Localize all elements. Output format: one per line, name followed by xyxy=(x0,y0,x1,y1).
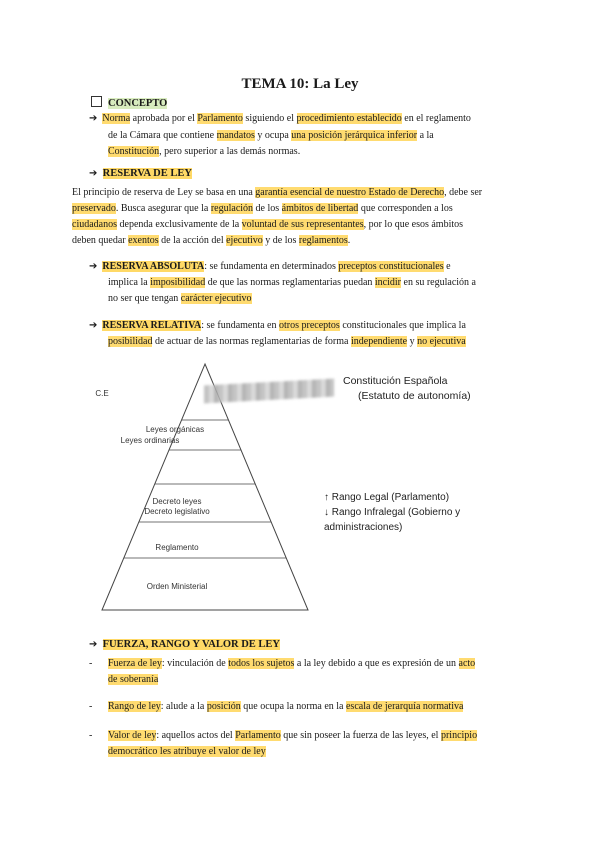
reserva-line-1: El principio de reserva de Ley se basa en una garantía esencial de nuestro Estado de Derecho, debe ser xyxy=(72,187,483,198)
pyramid-level-ce: C.E xyxy=(95,389,109,398)
pyramid-level-reglamento: Reglamento xyxy=(155,543,199,552)
side-label-estatuto: (Estatuto de autonomía) xyxy=(358,390,471,402)
fuerza-bullet-1 xyxy=(89,655,92,672)
checkbox-icon[interactable] xyxy=(91,96,102,107)
concepto-line-2: de la Cámara que contiene mandatos y ocupa una posición jerárquica inferior a la xyxy=(108,130,434,141)
absoluta-line-2: implica la imposibilidad de que las normas reglamentarias puedan incidir en su regulación a xyxy=(108,277,476,288)
arrow-right-icon: ➔ xyxy=(89,320,98,331)
side-label-ce: Constitución Española xyxy=(343,375,448,387)
pyramid-level-ordinarias: Leyes ordinarias xyxy=(120,436,180,445)
fuerza-bullet-2 xyxy=(89,698,92,715)
concepto-line-1: ➔ Norma aprobada por el Parlamento siguiendo el procedimiento establecido en el reglamento xyxy=(89,113,471,124)
bullet-dash: - xyxy=(89,730,93,741)
relativa-line-2: posibilidad de actuar de las normas reglamentarias de forma independiente y no ejecutiva xyxy=(108,336,466,347)
reserva-heading: ➔ RESERVA DE LEY xyxy=(89,168,192,179)
concepto-line-3: Constitución, pero superior a las demás normas. xyxy=(108,146,301,157)
absoluta-line-3: no ser que tengan carácter ejecutivo xyxy=(108,293,252,304)
administraciones-label: administraciones) xyxy=(324,522,403,533)
concepto-heading-text: CONCEPTO xyxy=(108,98,168,109)
fuerza-heading: ➔ FUERZA, RANGO Y VALOR DE LEY xyxy=(89,639,280,650)
bullet-dash: - xyxy=(89,658,93,669)
rango-infralegal-label: ↓ Rango Infralegal (Gobierno y xyxy=(324,507,461,518)
reserva-line-4: deben quedar exentos de la acción del ejecutivo y de los reglamentos. xyxy=(72,235,351,246)
rango-legal-label: ↑ Rango Legal (Parlamento) xyxy=(324,492,450,503)
valor-line-2: democrático les atribuye el valor de ley xyxy=(108,746,266,757)
pyramid-level-decreto-legislativo: Decreto legislativo xyxy=(144,507,210,516)
reserva-line-2: preservado. Busca asegurar que la regulación de los ámbitos de libertad que corresponden a los xyxy=(72,203,453,214)
arrow-right-icon: ➔ xyxy=(89,639,98,650)
pyramid-level-decreto-leyes: Decreto leyes xyxy=(152,497,202,506)
absoluta-line-1: ➔ RESERVA ABSOLUTA: se fundamenta en determinados preceptos constitucionales e xyxy=(89,261,451,272)
arrow-right-icon: ➔ xyxy=(89,261,98,272)
rango-line-1: Rango de ley: alude a la posición que ocupa la norma en la escala de jerarquía normativa xyxy=(108,701,464,712)
arrow-right-icon: ➔ xyxy=(89,168,98,179)
reserva-line-3: ciudadanos dependa exclusivamente de la voluntad de sus representantes, por lo que esos ámbitos xyxy=(72,219,464,230)
pyramid-level-orden: Orden Ministerial xyxy=(146,582,208,591)
valor-line-1: Valor de ley: aquellos actos del Parlamento que sin poseer la fuerza de las leyes, el principio xyxy=(108,730,478,741)
pyramid-level-organicas: Leyes orgánicas xyxy=(145,425,205,434)
page-title: TEMA 10: La Ley xyxy=(241,76,359,92)
arrow-right-icon: ➔ xyxy=(89,113,98,124)
bullet-dash: - xyxy=(89,701,93,712)
concepto-heading xyxy=(91,96,167,109)
fuerza-line-1: Fuerza de ley: vinculación de todos los sujetos a la ley debido a que es expresión de un acto xyxy=(108,658,476,669)
relativa-line-1: ➔ RESERVA RELATIVA: se fundamenta en otros preceptos constitucionales que implica la xyxy=(89,320,466,331)
fuerza-bullet-3 xyxy=(89,727,92,744)
fuerza-line-2: de soberanía xyxy=(108,674,159,685)
